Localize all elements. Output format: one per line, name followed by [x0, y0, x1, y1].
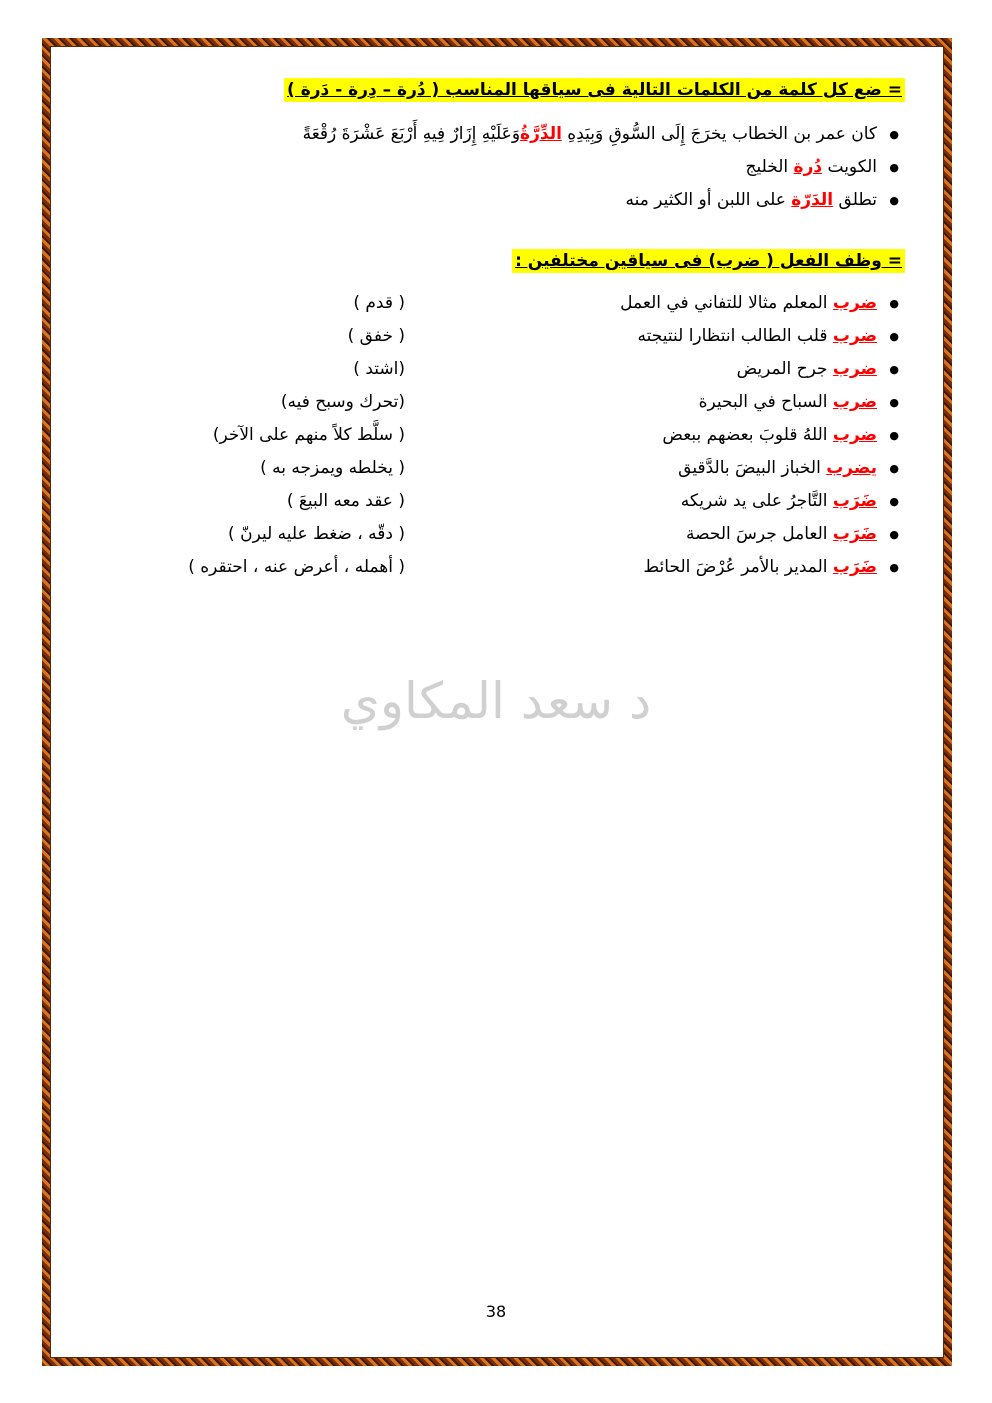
list-item: ● ضَرَب التَّاجرُ على يد شريكه ( عقد معه البيعَ ) [120, 485, 905, 518]
meaning-text: ( يخلطه ويمزجه به ) [260, 458, 405, 478]
meaning-text: ( دقّه ، ضغط عليه ليرنّ ) [228, 524, 405, 544]
page-number: 38 [485, 1302, 507, 1321]
section-2-heading: = وظف الفعل ( ضرب) فى سياقين مختلفين : [512, 249, 905, 273]
meaning-text: (اشتد ) [353, 359, 405, 379]
list-item: ● الكويت دُرة الخليج [120, 151, 905, 184]
section-2 [120, 249, 905, 584]
verb-word: ضَرَب [832, 557, 877, 577]
list-item: ● ضرب السباح في البحيرة (تحرك وسبح فيه) [120, 386, 905, 419]
target-word: دُرة [793, 157, 823, 177]
author-watermark: د سعد المكاوي [340, 672, 652, 730]
section-1-list [120, 118, 905, 217]
meaning-text: ( سلَّط كلاً منهم على الآخر) [212, 425, 405, 445]
list-item: ● تطلق الدَرّة على اللبن أو الكثير منه [120, 184, 905, 217]
list-item: ● ضرب جرح المريض (اشتد ) [120, 353, 905, 386]
list-item: ● ضَرَب المدير بالأمر عُرْضَ الحائط ( أهمله ، أعرض عنه ، احتقره ) [120, 551, 905, 584]
verb-word: ضرب [832, 392, 877, 412]
verb-word: ضرب [832, 359, 877, 379]
list-item: ● ضَرَب العامل جرسَ الحصة ( دقّه ، ضغط عليه ليرنّ ) [120, 518, 905, 551]
verb-word: ضرب [832, 293, 877, 313]
target-word: الدِّرَّةُ [520, 124, 562, 144]
section-1 [120, 78, 905, 217]
worksheet-content [120, 78, 905, 584]
meaning-text: (تحرك وسبح فيه) [280, 392, 405, 412]
verb-word: ضرب [832, 326, 877, 346]
section-2-list [120, 287, 905, 584]
meaning-text: ( أهمله ، أعرض عنه ، احتقره ) [188, 557, 405, 577]
meaning-text: ( خفق ) [347, 326, 405, 346]
verb-word: ضَرَب [832, 491, 877, 511]
list-item: ● يضرب الخباز البيضَ بالدَّقيق ( يخلطه ويمزجه به ) [120, 452, 905, 485]
meaning-text: ( قدم ) [353, 293, 405, 313]
target-word: الدَرّة [791, 190, 834, 210]
verb-word: يضرب [826, 458, 877, 478]
list-item: ● ضرب المعلم مثالا للتفاني في العمل ( قدم ) [120, 287, 905, 320]
verb-word: ضرب [832, 425, 877, 445]
list-item: ● ضرب قلب الطالب انتظارا لنتيجته ( خفق ) [120, 320, 905, 353]
list-item: ● ضرب اللهُ قلوبَ بعضهم ببعض ( سلَّط كلاً منهم على الآخر) [120, 419, 905, 452]
verb-word: ضَرَب [832, 524, 877, 544]
section-1-heading: = ضع كل كلمة من الكلمات التالية فى سياقها المناسب ( دُرة – دِرة - دَرة ) [284, 78, 905, 102]
list-item: ● كان عمر بن الخطاب يخرَجَ إِلَى السُّوقِ وَبِيَدِهِ الدِّرَّةُوَعَلَيْهِ إِزَارٌ فِيهِ أَرْبَعَ عَشْرَةَ رُقْعَةً [120, 118, 905, 151]
meaning-text: ( عقد معه البيعَ ) [286, 491, 405, 511]
